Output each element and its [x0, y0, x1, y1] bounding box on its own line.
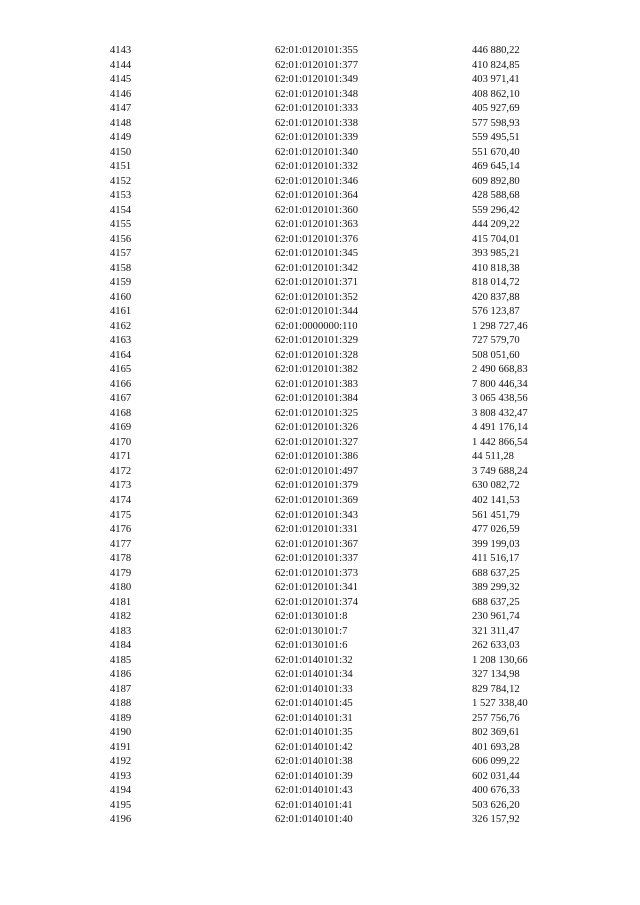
- table-row: [110, 44, 572, 59]
- cadastral-number-cell: 62:01:0140101:31: [275, 712, 353, 724]
- cadastral-number-cell: 62:01:0140101:38: [275, 756, 353, 768]
- row-number-cell: 4186: [110, 669, 132, 681]
- row-number-cell: 4160: [110, 291, 132, 303]
- row-number-cell: 4174: [110, 494, 132, 506]
- row-number-cell: 4159: [110, 277, 132, 289]
- row-number-cell: 4194: [110, 785, 132, 797]
- cadastral-number-cell: 62:01:0120101:373: [275, 567, 358, 579]
- cadastral-number-cell: 62:01:0120101:377: [275, 59, 358, 71]
- table-row: [110, 247, 572, 262]
- table-row: [110, 407, 572, 422]
- table-row: [110, 334, 572, 349]
- table-row: [110, 494, 572, 509]
- cadastral-number-cell: 62:01:0120101:332: [275, 161, 358, 173]
- row-number-cell: 4150: [110, 146, 132, 158]
- cadastral-number-cell: 62:01:0140101:40: [275, 814, 353, 826]
- table-body: [110, 44, 572, 828]
- cadastral-value-cell: 1 442 866,54: [472, 436, 528, 448]
- table-row: [110, 349, 572, 364]
- table-row: [110, 146, 572, 161]
- cadastral-value-cell: 446 880,22: [472, 45, 520, 56]
- cadastral-value-cell: 402 141,53: [472, 494, 520, 506]
- table-row: [110, 697, 572, 712]
- cadastral-number-cell: 62:01:0120101:374: [275, 596, 358, 608]
- table-row: [110, 320, 572, 335]
- cadastral-number-cell: 62:01:0120101:352: [275, 291, 358, 303]
- row-number-cell: 4181: [110, 596, 132, 608]
- table-row: [110, 392, 572, 407]
- cadastral-number-cell: 62:01:0120101:369: [275, 494, 358, 506]
- cadastral-value-cell: 389 299,32: [472, 582, 520, 594]
- cadastral-number-cell: 62:01:0130101:7: [275, 625, 348, 637]
- row-number-cell: 4176: [110, 524, 132, 536]
- cadastral-value-cell: 3 749 688,24: [472, 465, 528, 477]
- cadastral-value-cell: 818 014,72: [472, 277, 520, 289]
- cadastral-value-cell: 3 065 438,56: [472, 393, 528, 405]
- cadastral-value-cell: 606 099,22: [472, 756, 520, 768]
- table-row: [110, 291, 572, 306]
- cadastral-number-cell: 62:01:0120101:337: [275, 553, 358, 565]
- cadastral-number-cell: 62:01:0120101:329: [275, 335, 358, 347]
- cadastral-number-cell: 62:01:0120101:343: [275, 509, 358, 521]
- table-row: [110, 160, 572, 175]
- table-row: [110, 262, 572, 277]
- row-number-cell: 4145: [110, 74, 132, 86]
- row-number-cell: 4149: [110, 132, 132, 144]
- row-number-cell: 4171: [110, 451, 132, 463]
- table-row: [110, 204, 572, 219]
- cadastral-number-cell: 62:01:0140101:39: [275, 770, 353, 782]
- row-number-cell: 4162: [110, 320, 132, 332]
- cadastral-number-cell: 62:01:0120101:340: [275, 146, 358, 158]
- cadastral-number-cell: 62:01:0120101:348: [275, 88, 358, 100]
- row-number-cell: 4169: [110, 422, 132, 434]
- cadastral-number-cell: 62:01:0120101:339: [275, 132, 358, 144]
- table-row: [110, 726, 572, 741]
- cadastral-value-cell: 802 369,61: [472, 727, 520, 739]
- table-row: [110, 538, 572, 553]
- table-row: [110, 218, 572, 233]
- cadastral-value-cell: 4 491 176,14: [472, 422, 528, 434]
- cadastral-number-cell: 62:01:0120101:342: [275, 262, 358, 274]
- cadastral-value-cell: 2 490 668,83: [472, 364, 528, 376]
- cadastral-value-cell: 405 927,69: [472, 103, 520, 115]
- cadastral-number-cell: 62:01:0120101:344: [275, 306, 358, 318]
- cadastral-number-cell: 62:01:0120101:338: [275, 117, 358, 129]
- cadastral-value-cell: 469 645,14: [472, 161, 520, 173]
- row-number-cell: 4175: [110, 509, 132, 521]
- row-number-cell: 4156: [110, 233, 132, 245]
- row-number-cell: 4193: [110, 770, 132, 782]
- cadastral-value-cell: 559 495,51: [472, 132, 520, 144]
- cadastral-number-cell: 62:01:0120101:341: [275, 582, 358, 594]
- row-number-cell: 4147: [110, 103, 132, 115]
- row-number-cell: 4173: [110, 480, 132, 492]
- row-number-cell: 4191: [110, 741, 132, 753]
- row-number-cell: 4166: [110, 378, 132, 390]
- table-row: [110, 639, 572, 654]
- cadastral-value-cell: 477 026,59: [472, 524, 520, 536]
- cadastral-number-cell: 62:01:0140101:32: [275, 654, 353, 666]
- cadastral-number-cell: 62:01:0120101:367: [275, 538, 358, 550]
- table-row: [110, 131, 572, 146]
- row-number-cell: 4155: [110, 219, 132, 231]
- row-number-cell: 4148: [110, 117, 132, 129]
- row-number-cell: 4158: [110, 262, 132, 274]
- row-number-cell: 4182: [110, 611, 132, 623]
- row-number-cell: 4189: [110, 712, 132, 724]
- cadastral-value-cell: 321 311,47: [472, 625, 520, 637]
- row-number-cell: 4146: [110, 88, 132, 100]
- row-number-cell: 4154: [110, 204, 132, 216]
- row-number-cell: 4178: [110, 553, 132, 565]
- table-row: [110, 581, 572, 596]
- row-number-cell: 4185: [110, 654, 132, 666]
- row-number-cell: 4180: [110, 582, 132, 594]
- cadastral-value-cell: 7 800 446,34: [472, 378, 528, 390]
- cadastral-value-cell: 508 051,60: [472, 349, 520, 361]
- cadastral-value-cell: 576 123,87: [472, 306, 520, 318]
- cadastral-value-cell: 403 971,41: [472, 74, 520, 86]
- table-row: [110, 233, 572, 248]
- cadastral-value-cell: 688 637,25: [472, 596, 520, 608]
- row-number-cell: 4165: [110, 364, 132, 376]
- cadastral-number-cell: 62:01:0120101:382: [275, 364, 358, 376]
- row-number-cell: 4190: [110, 727, 132, 739]
- row-number-cell: 4195: [110, 799, 132, 811]
- table-row: [110, 784, 572, 799]
- cadastral-value-cell: 230 961,74: [472, 611, 520, 623]
- row-number-cell: 4187: [110, 683, 132, 695]
- cadastral-value-cell: 410 818,38: [472, 262, 520, 274]
- table-row: [110, 378, 572, 393]
- cadastral-value-cell: 444 209,22: [472, 219, 520, 231]
- table-row: [110, 305, 572, 320]
- cadastral-number-cell: 62:01:0120101:326: [275, 422, 358, 434]
- cadastral-value-cell: 577 598,93: [472, 117, 520, 129]
- row-number-cell: 4164: [110, 349, 132, 361]
- cadastral-number-cell: 62:01:0120101:384: [275, 393, 358, 405]
- cadastral-number-cell: 62:01:0120101:333: [275, 103, 358, 115]
- table-row: [110, 712, 572, 727]
- row-number-cell: 4179: [110, 567, 132, 579]
- cadastral-number-cell: 62:01:0140101:45: [275, 698, 353, 710]
- cadastral-value-cell: 688 637,25: [472, 567, 520, 579]
- table-row: [110, 668, 572, 683]
- cadastral-value-cell: 44 511,28: [472, 451, 514, 463]
- cadastral-value-cell: 262 633,03: [472, 640, 520, 652]
- cadastral-value-cell: 408 862,10: [472, 88, 520, 100]
- table-row: [110, 523, 572, 538]
- row-number-cell: 4168: [110, 407, 132, 419]
- cadastral-value-cell: 503 626,20: [472, 799, 520, 811]
- cadastral-number-cell: 62:01:0140101:35: [275, 727, 353, 739]
- cadastral-value-cell: 609 892,80: [472, 175, 520, 187]
- cadastral-number-cell: 62:01:0120101:349: [275, 74, 358, 86]
- cadastral-number-cell: 62:01:0130101:8: [275, 611, 348, 623]
- cadastral-number-cell: 62:01:0000000:110: [275, 320, 358, 332]
- cadastral-number-cell: 62:01:0120101:327: [275, 436, 358, 448]
- table-row: [110, 552, 572, 567]
- cadastral-number-cell: 62:01:0120101:383: [275, 378, 358, 390]
- cadastral-number-cell: 62:01:0120101:328: [275, 349, 358, 361]
- cadastral-value-cell: 428 588,68: [472, 190, 520, 202]
- table-row: [110, 799, 572, 814]
- cadastral-number-cell: 62:01:0140101:43: [275, 785, 353, 797]
- row-number-cell: 4177: [110, 538, 132, 550]
- cadastral-value-cell: 401 693,28: [472, 741, 520, 753]
- table-row: [110, 755, 572, 770]
- row-number-cell: 4157: [110, 248, 132, 260]
- table-row: [110, 654, 572, 669]
- row-number-cell: 4196: [110, 814, 132, 826]
- cadastral-value-cell: 630 082,72: [472, 480, 520, 492]
- cadastral-number-cell: 62:01:0140101:41: [275, 799, 353, 811]
- cadastral-number-cell: 62:01:0120101:325: [275, 407, 358, 419]
- cadastral-number-cell: 62:01:0120101:355: [275, 45, 358, 56]
- cadastral-value-cell: 727 579,70: [472, 335, 520, 347]
- table-row: [110, 436, 572, 451]
- table-row: [110, 189, 572, 204]
- cadastral-value-cell: 400 676,33: [472, 785, 520, 797]
- row-number-cell: 4144: [110, 59, 132, 71]
- cadastral-value-table: [110, 44, 572, 828]
- table-row: [110, 88, 572, 103]
- cadastral-value-cell: 3 808 432,47: [472, 407, 528, 419]
- cadastral-value-cell: 551 670,40: [472, 146, 520, 158]
- cadastral-number-cell: 62:01:0120101:363: [275, 219, 358, 231]
- cadastral-value-cell: 399 199,03: [472, 538, 520, 550]
- cadastral-value-cell: 411 516,17: [472, 553, 520, 565]
- row-number-cell: 4172: [110, 465, 132, 477]
- cadastral-value-cell: 327 134,98: [472, 669, 520, 681]
- table-row: [110, 363, 572, 378]
- table-row: [110, 276, 572, 291]
- row-number-cell: 4163: [110, 335, 132, 347]
- row-number-cell: 4153: [110, 190, 132, 202]
- cadastral-number-cell: 62:01:0130101:6: [275, 640, 348, 652]
- table-row: [110, 479, 572, 494]
- cadastral-number-cell: 62:01:0140101:33: [275, 683, 353, 695]
- cadastral-number-cell: 62:01:0120101:386: [275, 451, 358, 463]
- cadastral-number-cell: 62:01:0120101:345: [275, 248, 358, 260]
- cadastral-number-cell: 62:01:0120101:346: [275, 175, 358, 187]
- cadastral-value-cell: 326 157,92: [472, 814, 520, 826]
- table-row: [110, 509, 572, 524]
- cadastral-number-cell: 62:01:0120101:497: [275, 465, 358, 477]
- cadastral-number-cell: 62:01:0120101:376: [275, 233, 358, 245]
- table-row: [110, 117, 572, 132]
- table-row: [110, 102, 572, 117]
- row-number-cell: 4143: [110, 45, 132, 56]
- table-row: [110, 610, 572, 625]
- row-number-cell: 4151: [110, 161, 132, 173]
- cadastral-value-cell: 1 208 130,66: [472, 654, 528, 666]
- row-number-cell: 4184: [110, 640, 132, 652]
- table-row: [110, 465, 572, 480]
- row-number-cell: 4192: [110, 756, 132, 768]
- cadastral-number-cell: 62:01:0120101:379: [275, 480, 358, 492]
- row-number-cell: 4152: [110, 175, 132, 187]
- cadastral-value-cell: 415 704,01: [472, 233, 520, 245]
- cadastral-value-cell: 602 031,44: [472, 770, 520, 782]
- row-number-cell: 4161: [110, 306, 132, 318]
- cadastral-number-cell: 62:01:0120101:371: [275, 277, 358, 289]
- cadastral-value-cell: 561 451,79: [472, 509, 520, 521]
- table-row: [110, 596, 572, 611]
- table-row: [110, 73, 572, 88]
- table-row: [110, 770, 572, 785]
- cadastral-number-cell: 62:01:0120101:360: [275, 204, 358, 216]
- table-row: [110, 741, 572, 756]
- cadastral-value-cell: 829 784,12: [472, 683, 520, 695]
- table-row: [110, 175, 572, 190]
- cadastral-number-cell: 62:01:0140101:42: [275, 741, 353, 753]
- table-row: [110, 421, 572, 436]
- cadastral-number-cell: 62:01:0120101:364: [275, 190, 358, 202]
- table-row: [110, 625, 572, 640]
- table-row: [110, 59, 572, 74]
- cadastral-value-cell: 393 985,21: [472, 248, 520, 260]
- row-number-cell: 4183: [110, 625, 132, 637]
- cadastral-value-cell: 1 527 338,40: [472, 698, 528, 710]
- table-row: [110, 813, 572, 828]
- cadastral-number-cell: 62:01:0120101:331: [275, 524, 358, 536]
- table-row: [110, 683, 572, 698]
- cadastral-value-cell: 257 756,76: [472, 712, 520, 724]
- cadastral-value-cell: 1 298 727,46: [472, 320, 528, 332]
- row-number-cell: 4167: [110, 393, 132, 405]
- cadastral-value-cell: 420 837,88: [472, 291, 520, 303]
- table-row: [110, 567, 572, 582]
- row-number-cell: 4170: [110, 436, 132, 448]
- cadastral-value-cell: 410 824,85: [472, 59, 520, 71]
- cadastral-number-cell: 62:01:0140101:34: [275, 669, 353, 681]
- row-number-cell: 4188: [110, 698, 132, 710]
- table-row: [110, 450, 572, 465]
- cadastral-value-cell: 559 296,42: [472, 204, 520, 216]
